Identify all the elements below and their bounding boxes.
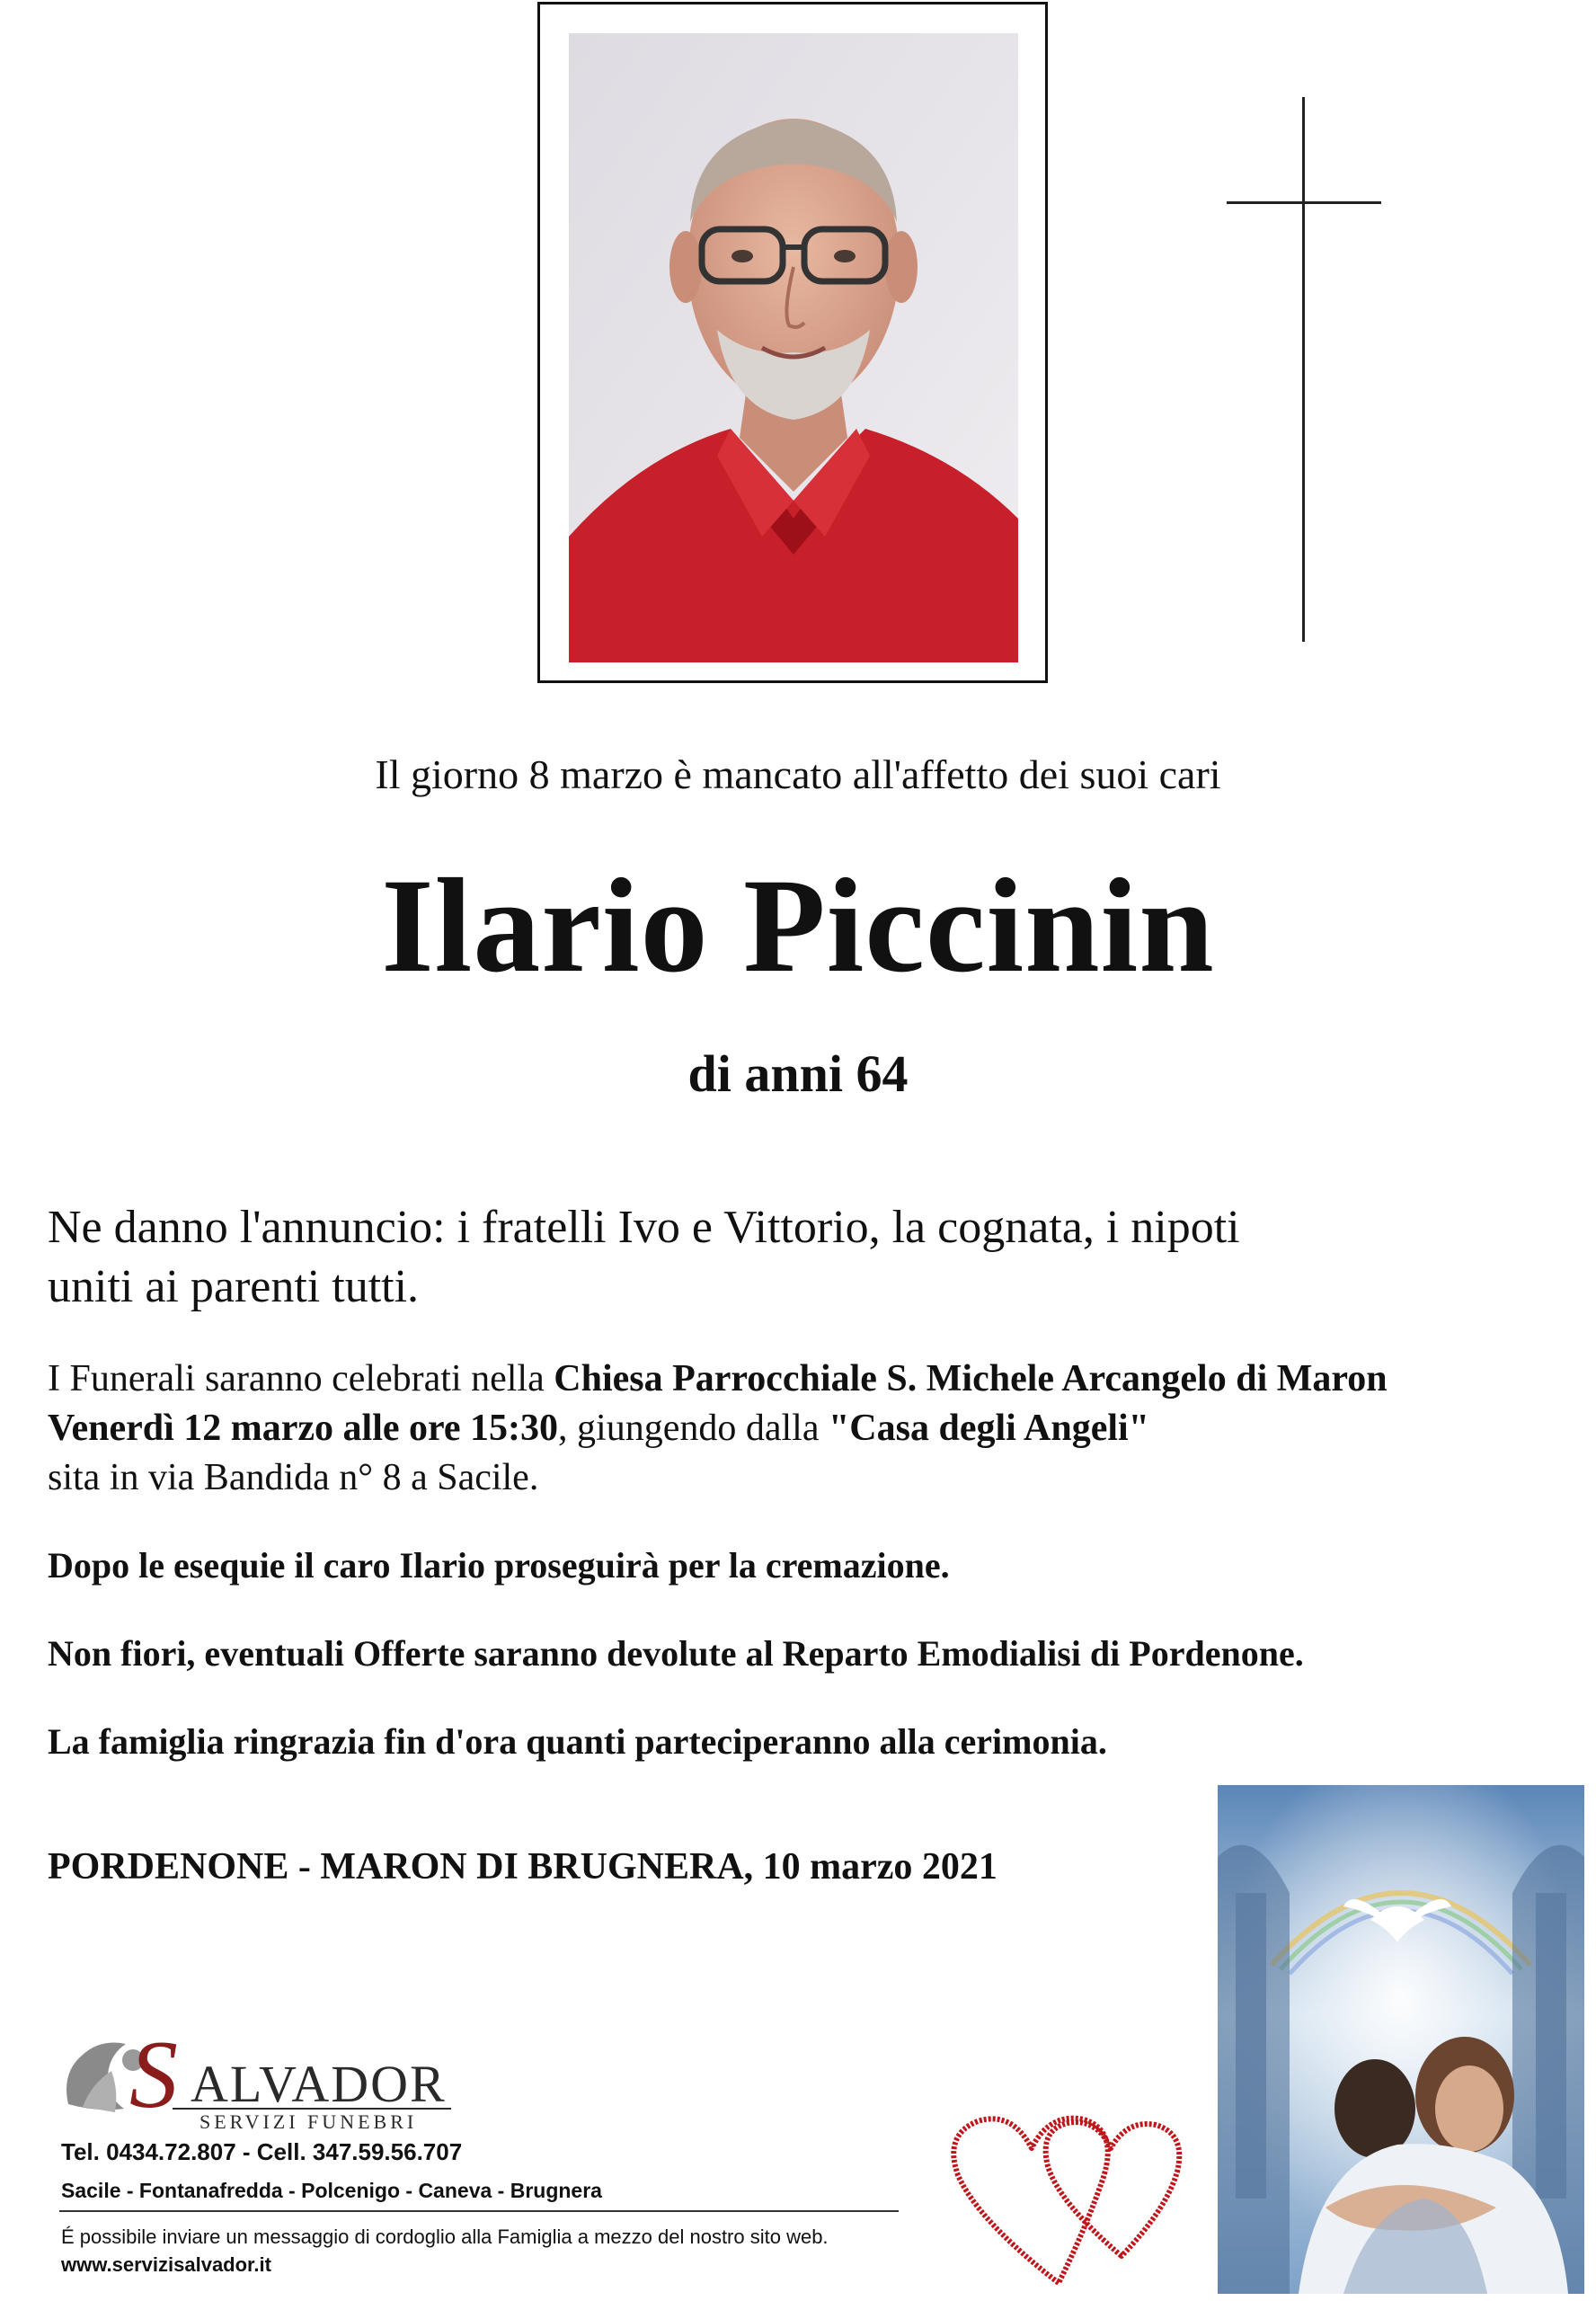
funeral-prefix: I Funerali saranno celebrati nella [48,1358,554,1399]
website-link[interactable]: www.servizisalvador.it [61,2253,271,2276]
divider [59,2210,899,2212]
funeral-datetime: Venerdì 12 marzo alle ore 15:30 [48,1408,559,1449]
funeral-details [48,1355,1539,1503]
locations: Sacile - Fontanafredda - Polcenigo - Caneva - Brugnera [61,2179,602,2202]
funeral-church: Chiesa Parrocchiale S. Michele Arcangelo di Maron [554,1358,1388,1399]
cross-arm [1227,201,1381,204]
cremation-note: Dopo le esequie il caro Ilario proseguirà per la cremazione. [48,1545,950,1586]
intro-text: Il giorno 8 marzo è mancato all'affetto dei suoi cari [375,751,1221,797]
deceased-age: di anni 64 [687,1044,909,1103]
salvador-logo-icon [56,2019,478,2134]
funeral-line-2 [48,1404,1539,1453]
portrait-photo-icon [569,33,1018,662]
funeral-address: sita in via Bandida n° 8 a Sacile. [48,1457,539,1498]
jesus-embrace-painting-icon [1218,1785,1584,2294]
condolence-message: É possibile inviare un messaggio di cordoglio alla Famiglia a mezzo del nostro sito web. [61,2225,829,2248]
two-hearts-icon [942,2094,1202,2292]
announcement-line: Ne danno l'annuncio: i fratelli Ivo e Vittorio, la cognata, i nipoti [48,1202,1240,1253]
svg-text:ALVADOR: ALVADOR [191,2055,447,2113]
funeral-from: , giungendo dalla [558,1408,829,1449]
svg-text:S: S [129,2021,178,2128]
cross-icon [1302,97,1305,642]
funeral-line-1 [48,1355,1539,1404]
svg-text:SERVIZI FUNEBRI: SERVIZI FUNEBRI [200,2110,418,2133]
portrait-frame [537,2,1048,683]
flowers-note: Non fiori, eventuali Offerte saranno devolute al Reparto Emodialisi di Pordenone. [48,1633,1304,1674]
deceased-name: Ilario Piccinin [381,851,1215,1000]
funeral-house: "Casa degli Angeli" [828,1408,1149,1449]
announcement [48,1198,1539,1317]
thanks-note: La famiglia ringrazia fin d'ora quanti parteciperanno alla cerimonia. [48,1721,1107,1762]
announcement-line: uniti ai parenti tutti. [48,1261,420,1312]
place-date: PORDENONE - MARON DI BRUGNERA, 10 marzo 2021 [48,1846,998,1888]
phones: Tel. 0434.72.807 - Cell. 347.59.56.707 [61,2138,463,2165]
